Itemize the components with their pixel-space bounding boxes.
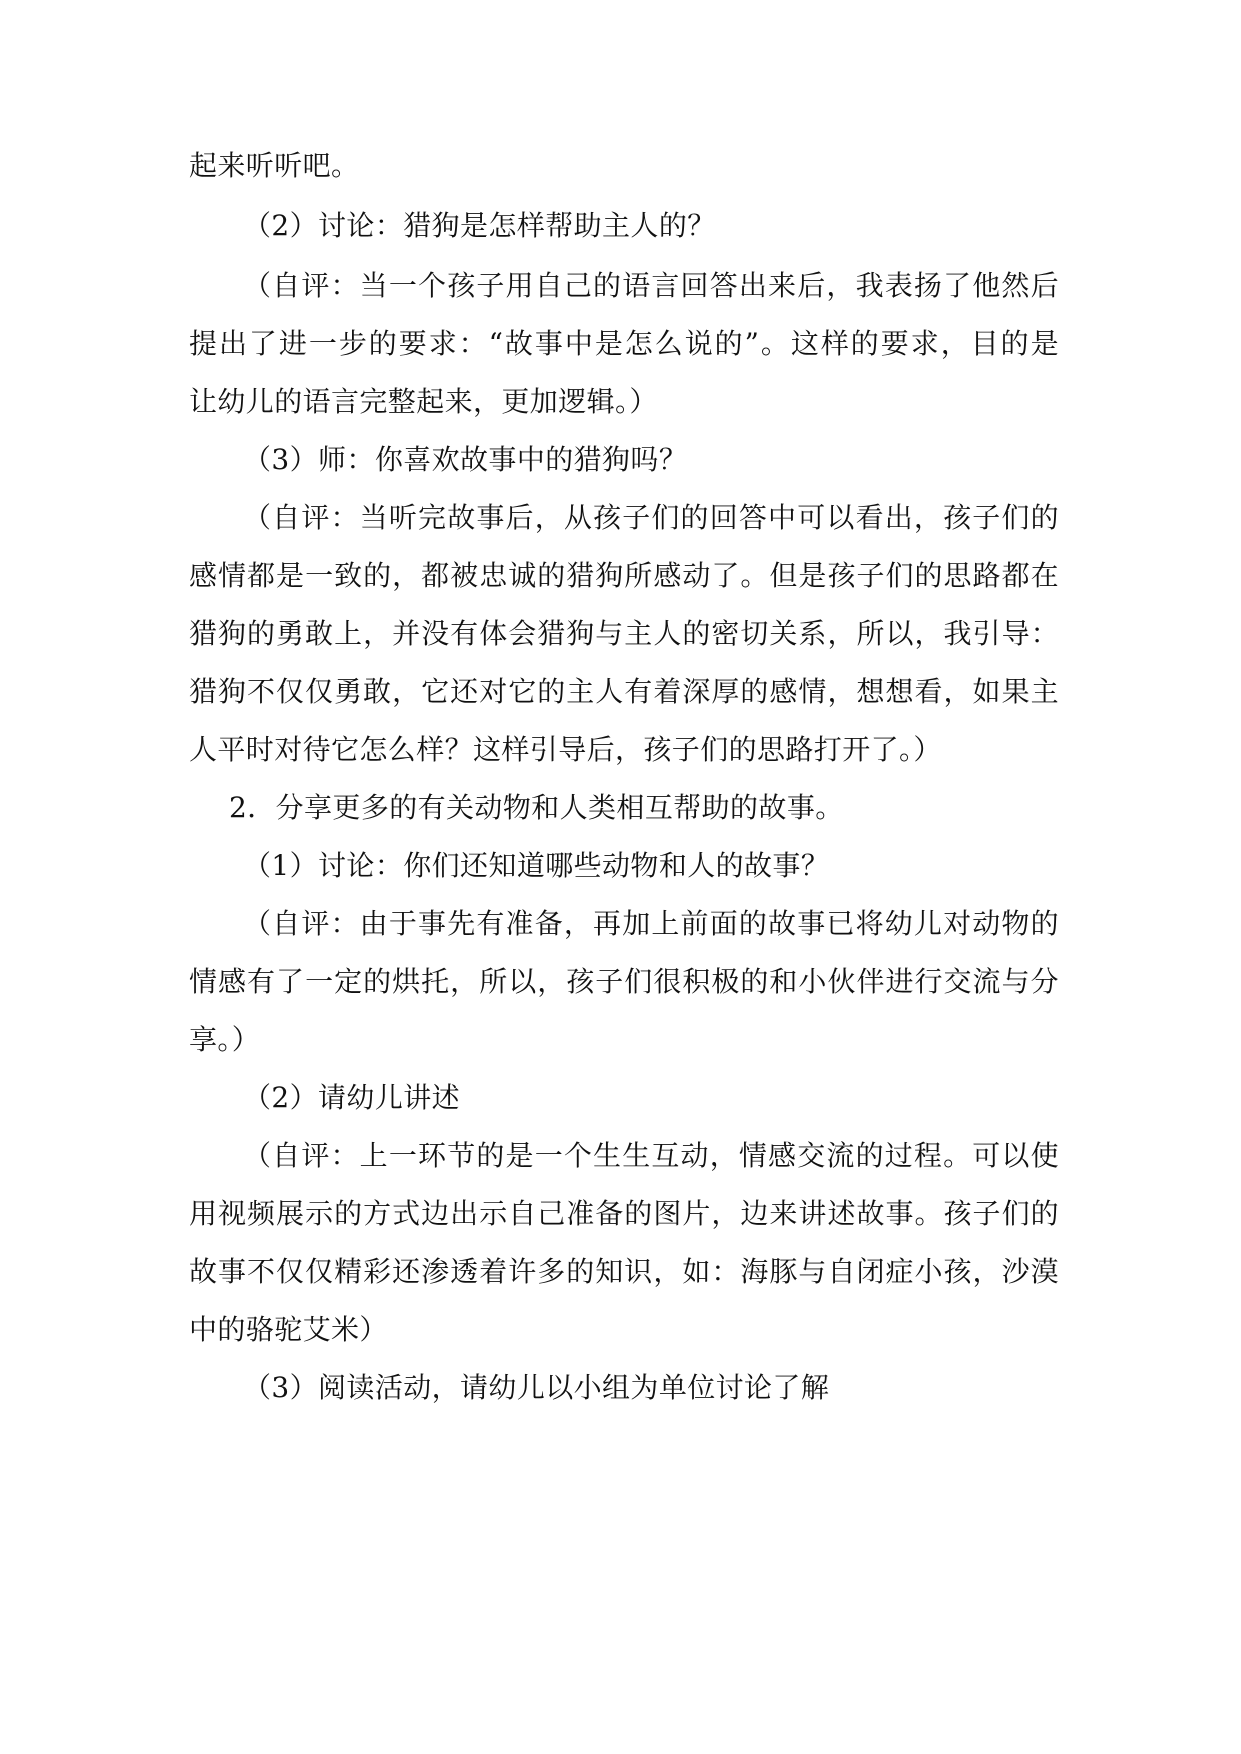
text-line-2: （2）讨论：猎狗是怎样帮助主人的？ (243, 209, 716, 242)
text-line-20: 故事不仅仅精彩还渗透着许多的知识，如：海豚与自闭症小孩，沙漠 (189, 1255, 1059, 1288)
text-line-19: 用视频展示的方式边出示自己准备的图片，边来讲述故事。孩子们的 (189, 1197, 1059, 1230)
text-line-15: 情感有了一定的烘托，所以，孩子们很积极的和小伙伴进行交流与分 (189, 965, 1059, 998)
text-line-14: （自评：由于事先有准备，再加上前面的故事已将幼儿对动物的 (243, 907, 1059, 940)
text-line-9: 猎狗的勇敢上，并没有体会猎狗与主人的密切关系，所以，我引导： (189, 617, 1059, 650)
text-line-17: （2）请幼儿讲述 (243, 1081, 461, 1114)
text-line-22: （3）阅读活动，请幼儿以小组为单位讨论了解 (243, 1371, 830, 1404)
text-line-10: 猎狗不仅仅勇敢，它还对它的主人有着深厚的感情，想想看，如果主 (189, 675, 1059, 708)
text-line-18: （自评：上一环节的是一个生生互动，情感交流的过程。可以使 (243, 1139, 1059, 1172)
text-line-11: 人平时对待它怎么样？这样引导后，孩子们的思路打开了。） (189, 733, 942, 766)
text-line-21: 中的骆驼艾米） (189, 1313, 388, 1346)
text-line-5: 让幼儿的语言完整起来，更加逻辑。） (189, 385, 658, 418)
text-line-1: 起来听听吧。 (189, 149, 360, 182)
text-line-16: 享。） (189, 1023, 261, 1056)
text-line-6: （3）师：你喜欢故事中的猎狗吗？ (243, 443, 688, 476)
text-line-13: （1）讨论：你们还知道哪些动物和人的故事？ (243, 849, 830, 882)
text-line-4: 提出了进一步的要求：“故事中是怎么说的”。这样的要求，目的是 (189, 327, 1059, 360)
text-line-12: 2．分享更多的有关动物和人类相互帮助的故事。 (229, 791, 844, 824)
text-line-7: （自评：当听完故事后，从孩子们的回答中可以看出，孩子们的 (243, 501, 1059, 534)
text-line-3: （自评：当一个孩子用自己的语言回答出来后，我表扬了他然后 (243, 269, 1059, 302)
text-line-8: 感情都是一致的，都被忠诚的猎狗所感动了。但是孩子们的思路都在 (189, 559, 1059, 592)
